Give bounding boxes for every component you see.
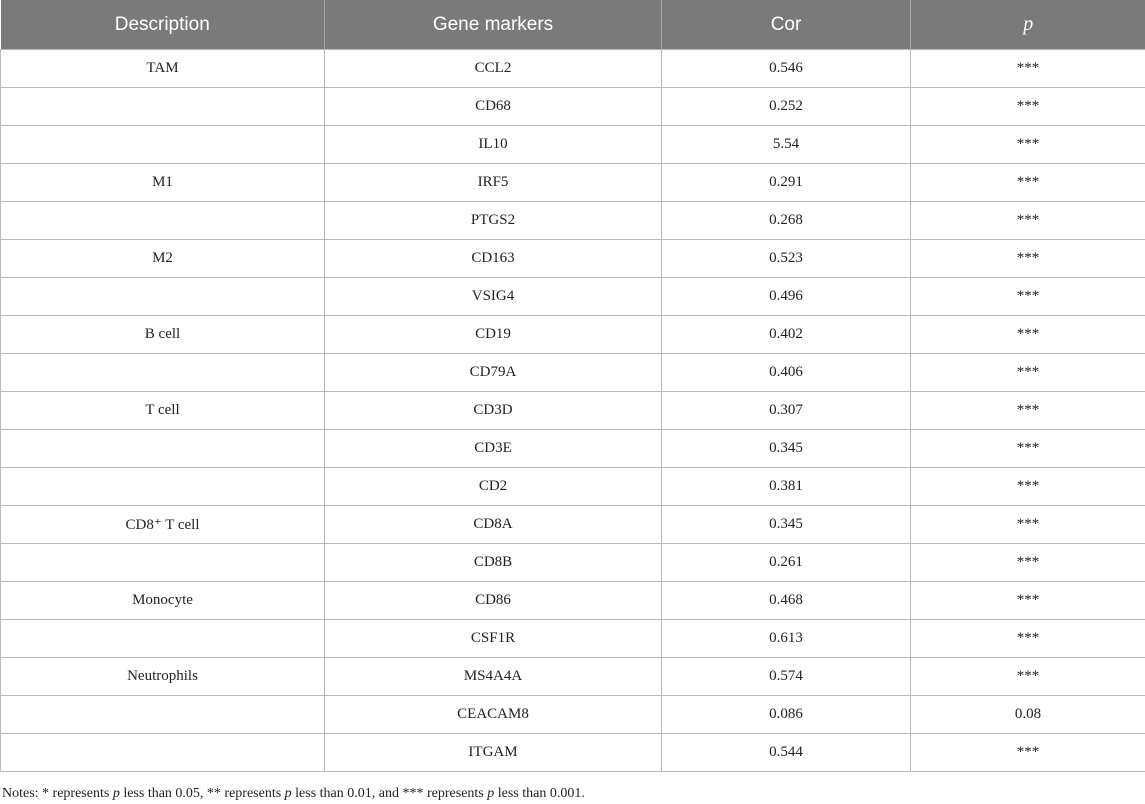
cell-description	[1, 278, 325, 316]
cell-p: ***	[911, 202, 1145, 240]
header-p: p	[911, 0, 1145, 50]
cell-gene-marker: CD8A	[325, 506, 662, 544]
cell-p: ***	[911, 734, 1145, 772]
table-body	[1, 50, 1145, 772]
notes-p-symbol: p	[284, 786, 292, 801]
cell-gene-marker: CD3E	[325, 430, 662, 468]
cell-cor: 0.406	[662, 354, 911, 392]
cell-description	[1, 354, 325, 392]
cell-description: M2	[1, 240, 325, 278]
cell-p: ***	[911, 430, 1145, 468]
cell-gene-marker: CD8B	[325, 544, 662, 582]
table-row	[1, 696, 1145, 734]
notes-p-symbol: p	[487, 786, 495, 801]
cell-p: ***	[911, 240, 1145, 278]
cell-cor: 0.544	[662, 734, 911, 772]
cell-description	[1, 88, 325, 126]
cell-description	[1, 696, 325, 734]
cell-description	[1, 430, 325, 468]
cell-description	[1, 620, 325, 658]
cell-p: ***	[911, 354, 1145, 392]
header-gene-markers: Gene markers	[325, 0, 662, 50]
cell-p: ***	[911, 544, 1145, 582]
cell-description: M1	[1, 164, 325, 202]
table-row	[1, 430, 1145, 468]
cell-cor: 0.523	[662, 240, 911, 278]
notes-p-symbol: p	[112, 786, 120, 801]
cell-p: ***	[911, 164, 1145, 202]
header-row	[1, 0, 1145, 50]
cell-description: Neutrophils	[1, 658, 325, 696]
cell-cor: 0.345	[662, 430, 911, 468]
table-row	[1, 202, 1145, 240]
table-row	[1, 164, 1145, 202]
cell-cor: 0.546	[662, 50, 911, 88]
cell-p: ***	[911, 620, 1145, 658]
cell-cor: 0.252	[662, 88, 911, 126]
cell-p: ***	[911, 658, 1145, 696]
cell-cor: 0.268	[662, 202, 911, 240]
cell-gene-marker: VSIG4	[325, 278, 662, 316]
table-header	[1, 0, 1145, 50]
table-row	[1, 620, 1145, 658]
cell-description: Monocyte	[1, 582, 325, 620]
cell-cor: 0.086	[662, 696, 911, 734]
notes-prefix: Notes: * represents	[2, 786, 113, 801]
table-row	[1, 506, 1145, 544]
cell-description	[1, 544, 325, 582]
table-row	[1, 278, 1145, 316]
cell-gene-marker: ITGAM	[325, 734, 662, 772]
table-row	[1, 392, 1145, 430]
cell-gene-marker: CD3D	[325, 392, 662, 430]
cell-gene-marker: IRF5	[325, 164, 662, 202]
table-row	[1, 88, 1145, 126]
table-row	[1, 50, 1145, 88]
cell-description	[1, 202, 325, 240]
cell-gene-marker: CEACAM8	[325, 696, 662, 734]
header-description: Description	[1, 0, 325, 50]
cell-cor: 0.613	[662, 620, 911, 658]
cell-p: ***	[911, 278, 1145, 316]
cell-cor: 0.345	[662, 506, 911, 544]
cell-description: CD8⁺ T cell	[1, 506, 325, 544]
cell-gene-marker: CCL2	[325, 50, 662, 88]
cell-gene-marker: CD163	[325, 240, 662, 278]
cell-description	[1, 734, 325, 772]
cell-cor: 0.574	[662, 658, 911, 696]
cell-gene-marker: IL10	[325, 126, 662, 164]
table-row	[1, 240, 1145, 278]
table-row	[1, 126, 1145, 164]
notes-suffix: less than 0.001.	[494, 786, 585, 801]
cell-p: ***	[911, 506, 1145, 544]
cell-gene-marker: CD2	[325, 468, 662, 506]
notes-mid-2: less than 0.01, and *** represents	[291, 786, 488, 801]
table-row	[1, 582, 1145, 620]
cell-p: ***	[911, 88, 1145, 126]
cell-description: B cell	[1, 316, 325, 354]
cell-cor: 0.291	[662, 164, 911, 202]
table-row	[1, 658, 1145, 696]
cell-cor: 0.381	[662, 468, 911, 506]
cell-cor: 0.402	[662, 316, 911, 354]
cell-p: 0.08	[911, 696, 1145, 734]
cell-p: ***	[911, 316, 1145, 354]
cell-description	[1, 126, 325, 164]
cell-description	[1, 468, 325, 506]
cell-p: ***	[911, 582, 1145, 620]
cell-cor: 0.261	[662, 544, 911, 582]
table-row	[1, 468, 1145, 506]
notes-mid-1: less than 0.05, ** represents	[119, 786, 285, 801]
cell-cor: 0.307	[662, 392, 911, 430]
cell-gene-marker: PTGS2	[325, 202, 662, 240]
table-row	[1, 354, 1145, 392]
cell-description: TAM	[1, 50, 325, 88]
cell-cor: 5.54	[662, 126, 911, 164]
cell-description: T cell	[1, 392, 325, 430]
cell-gene-marker: CD19	[325, 316, 662, 354]
table-row	[1, 316, 1145, 354]
cell-gene-marker: CD79A	[325, 354, 662, 392]
cell-p: ***	[911, 468, 1145, 506]
cell-cor: 0.468	[662, 582, 911, 620]
table-row	[1, 734, 1145, 772]
cell-gene-marker: CD68	[325, 88, 662, 126]
cell-p: ***	[911, 50, 1145, 88]
table-row	[1, 544, 1145, 582]
header-cor: Cor	[662, 0, 911, 50]
cell-cor: 0.496	[662, 278, 911, 316]
cell-p: ***	[911, 126, 1145, 164]
cell-gene-marker: CSF1R	[325, 620, 662, 658]
cell-p: ***	[911, 392, 1145, 430]
cell-gene-marker: CD86	[325, 582, 662, 620]
cell-gene-marker: MS4A4A	[325, 658, 662, 696]
table-notes	[2, 786, 585, 802]
